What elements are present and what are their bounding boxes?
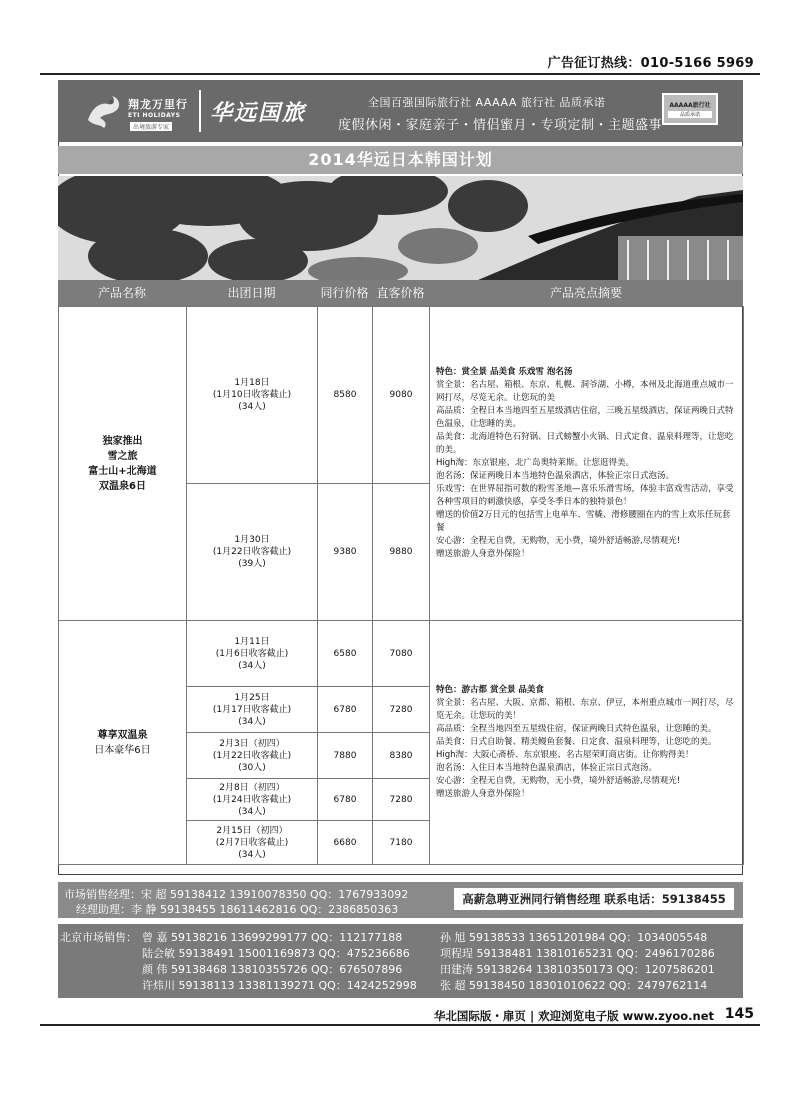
departure-seats: (34人) bbox=[238, 402, 266, 412]
logo-text: 翔龙万里行 bbox=[128, 98, 188, 111]
highlight-item: 泡名汤：保证两晚日本当地特色温泉酒店，体验正宗日式泡汤。 bbox=[436, 471, 675, 481]
departure-deadline: (1月24日收客截止) bbox=[212, 794, 292, 805]
departure-seats: (39人) bbox=[238, 559, 266, 569]
col-direct-price: 直客价格 bbox=[376, 286, 425, 300]
badge-top-text: AAAAA旅行社 bbox=[669, 102, 711, 109]
highlights-cell bbox=[430, 307, 744, 621]
highlights-title: 特色：赏全景 品美食 乐戏雪 泡名汤 bbox=[436, 367, 573, 377]
recruitment-notice: 高薪急聘亚洲同行销售经理 联系电话：59138455 bbox=[454, 888, 734, 910]
product-name-line: 尊享双温泉 bbox=[97, 729, 148, 741]
ad-hotline: 广告征订热线：010-5166 5969 bbox=[547, 56, 754, 71]
product-name-line: 富士山+北海道 bbox=[88, 465, 157, 477]
direct-price: 7080 bbox=[373, 621, 430, 687]
departure-cell bbox=[187, 621, 318, 687]
highlight-item: 赠送旅游人身意外保险！ bbox=[436, 789, 530, 799]
market-sales-bar bbox=[58, 924, 743, 998]
sales-contact: 曾 嘉 59138216 13699299177 QQ：112177188 bbox=[142, 931, 403, 944]
highlights-title: 特色：游古都 赏全景 品美食 bbox=[436, 685, 544, 695]
col-departure-date: 出团日期 bbox=[227, 286, 276, 300]
peer-price: 7880 bbox=[318, 733, 373, 779]
market-sales-label: 北京市场销售： bbox=[60, 931, 137, 944]
table-row bbox=[59, 621, 744, 687]
banner-photo bbox=[58, 176, 743, 280]
departure-deadline: (1月6日收客截止) bbox=[215, 648, 289, 659]
highlight-item: 高品质：全程当地四至五星级住宿，保证两晚日式特色温泉，让您睡的美。 bbox=[436, 724, 717, 734]
quality-badge-icon bbox=[662, 93, 718, 125]
highlight-item: 品美食：日式自助餐、精美鳗鱼套餐、日定食、温泉料理等，让您吃的美。 bbox=[436, 737, 717, 747]
sales-contact: 田建涛 59138264 13810350173 QQ：1207586201 bbox=[440, 963, 715, 976]
peer-price: 6780 bbox=[318, 687, 373, 733]
departure-date: 1月30日 bbox=[234, 535, 270, 545]
col-peer-price: 同行价格 bbox=[320, 286, 369, 300]
col-highlights: 产品亮点摘要 bbox=[549, 286, 622, 300]
header-banner bbox=[58, 80, 743, 142]
sales-contact: 颜 伟 59138468 13810355726 QQ：676507896 bbox=[142, 963, 403, 976]
page-title: 2014华远日本韩国计划 bbox=[58, 146, 743, 174]
departure-seats: (30人) bbox=[238, 762, 266, 773]
sales-contact: 陆会敏 59138491 15001169873 QQ：475236686 bbox=[142, 947, 410, 960]
logo-subtitle: ETI HOLIDAYS bbox=[128, 112, 181, 119]
highlight-item: 高品质：全程日本当地四至五星级酒店住宿，三晚五星级酒店，保证两晚日式特色温泉，让您睡的美。 bbox=[436, 406, 734, 429]
col-product-name: 产品名称 bbox=[97, 286, 146, 300]
departure-deadline: (1月10日收客截止) bbox=[212, 390, 292, 400]
departure-seats: (34人) bbox=[238, 806, 266, 817]
departure-date: 1月18日 bbox=[234, 378, 270, 388]
direct-price: 9080 bbox=[373, 307, 430, 484]
header-divider bbox=[199, 90, 201, 132]
slogan-line-2: 度假休闲・家庭亲子・情侣蜜月・专项定制・主题盛事 bbox=[338, 118, 663, 133]
sales-contact: 项程珵 59138481 13810165231 QQ：2496170286 bbox=[440, 947, 715, 960]
departure-deadline: (2月7日收客截止) bbox=[215, 837, 289, 848]
product-name-line: 日本豪华6日 bbox=[94, 744, 151, 756]
departure-cell bbox=[187, 687, 318, 733]
logo-tagline: 出境旅游专家 bbox=[130, 122, 172, 131]
departure-cell bbox=[187, 779, 318, 821]
departure-cell bbox=[187, 307, 318, 484]
departure-date: 1月11日 bbox=[234, 636, 270, 647]
departure-date: 1月25日 bbox=[234, 692, 270, 703]
peer-price: 6680 bbox=[318, 821, 373, 865]
departure-cell bbox=[187, 733, 318, 779]
product-name-cell bbox=[59, 307, 187, 621]
direct-price: 8380 bbox=[373, 733, 430, 779]
page-number: 145 bbox=[724, 1006, 754, 1022]
badge-bottom-text: 品质承诺 bbox=[668, 111, 712, 118]
product-name-cell bbox=[59, 621, 187, 865]
brand-name: 华远国旅 bbox=[210, 101, 307, 126]
departure-cell bbox=[187, 484, 318, 621]
product-name-line: 独家推出 bbox=[102, 435, 143, 447]
highlight-item: High淘：大阪心斋桥、东京银座、名古屋荣町商店街。让你购得美！ bbox=[436, 750, 694, 760]
direct-price: 7280 bbox=[373, 687, 430, 733]
peer-price: 6780 bbox=[318, 779, 373, 821]
product-name-line: 雪之旅 bbox=[107, 450, 138, 462]
direct-price: 7280 bbox=[373, 779, 430, 821]
departure-date: 2月15日（初四） bbox=[216, 825, 288, 836]
assistant-contact: 经理助理：李 静 59138455 18611462816 QQ：2386850363 bbox=[76, 903, 399, 916]
highlight-item: 赠送的价值2万日元的包括雪上电单车、雪橇、滑修腰圈在内的雪上欢乐任玩套餐 bbox=[436, 510, 731, 533]
highlights-cell bbox=[430, 621, 744, 865]
product-table bbox=[58, 306, 744, 865]
table-row bbox=[59, 307, 744, 484]
product-name-line: 双温泉6日 bbox=[99, 480, 146, 492]
highlight-item: 安心游：全程无自费，无购物，无小费，境外舒适畅游,尽情观光! bbox=[436, 776, 681, 786]
departure-deadline: (1月22日收客截止) bbox=[212, 750, 292, 761]
departure-seats: (34人) bbox=[238, 660, 266, 671]
sales-contact: 许炜川 59138113 13381139271 QQ：1424252998 bbox=[142, 979, 417, 992]
highlight-item: 赏全景：名古屋、箱根、东京、札幌、洞爷湖、小樽，本州及北海道重点城市一网打尽，尽览无余。让您玩的美 bbox=[436, 380, 734, 403]
direct-price: 9880 bbox=[373, 484, 430, 621]
departure-cell bbox=[187, 821, 318, 865]
dragon-logo-icon bbox=[82, 90, 124, 132]
sales-manager-bar bbox=[58, 882, 743, 918]
peer-price: 8580 bbox=[318, 307, 373, 484]
table-header bbox=[58, 280, 743, 306]
departure-deadline: (1月22日收客截止) bbox=[212, 547, 292, 557]
footer-text: 华北国际版・扉页 | 欢迎浏览电子版 www.zyoo.net bbox=[433, 1009, 714, 1023]
highlight-item: 赏全景：名古屋、大阪、京都、箱根、东京、伊豆，本州重点城市一网打尽，尽览无余。让您玩的美！ bbox=[436, 698, 734, 721]
highlight-item: 安心游：全程无自费，无购物，无小费，境外舒适畅游,尽情观光! bbox=[436, 536, 681, 546]
highlight-item: 赠送旅游人身意外保险！ bbox=[436, 549, 530, 559]
peer-price: 9380 bbox=[318, 484, 373, 621]
departure-seats: (34人) bbox=[238, 716, 266, 727]
sales-contact: 张 超 59138450 18301010622 QQ：2479762114 bbox=[440, 979, 708, 992]
banner-illustration bbox=[58, 176, 743, 280]
highlight-item: 乐戏雪：在世界屈指可数的粉雪圣地—喜乐乐滑雪场，体验丰富戏雪活动，享受各种雪项目的刺激快感，享受冬季日本的独特景色！ bbox=[436, 484, 734, 507]
departure-seats: (34人) bbox=[238, 849, 266, 860]
highlight-item: 泡名汤：入住日本当地特色温泉酒店，体验正宗日式泡汤。 bbox=[436, 763, 658, 773]
departure-date: 2月3日（初四） bbox=[219, 738, 285, 749]
top-rule bbox=[40, 73, 760, 75]
highlight-item: 品美食：北海道特色石狩锅、日式螃蟹小火锅、日式定食、温泉料理等，让您吃的美。 bbox=[436, 432, 734, 455]
slogan-line-1: 全国百强国际旅行社 AAAAA 旅行社 品质承诺 bbox=[368, 96, 606, 109]
departure-deadline: (1月17日收客截止) bbox=[212, 704, 292, 715]
highlight-item: High淘：东京银座、北广岛奥特莱斯。让您逛得美。 bbox=[436, 458, 635, 468]
bottom-rule bbox=[40, 1024, 760, 1026]
direct-price: 7180 bbox=[373, 821, 430, 865]
peer-price: 6580 bbox=[318, 621, 373, 687]
departure-date: 2月8日（初四） bbox=[219, 782, 285, 793]
manager-contact: 市场销售经理：宋 超 59138412 13910078350 QQ：1767933092 bbox=[64, 888, 409, 901]
sales-contact: 孙 旭 59138533 13651201984 QQ：1034005548 bbox=[440, 931, 708, 944]
